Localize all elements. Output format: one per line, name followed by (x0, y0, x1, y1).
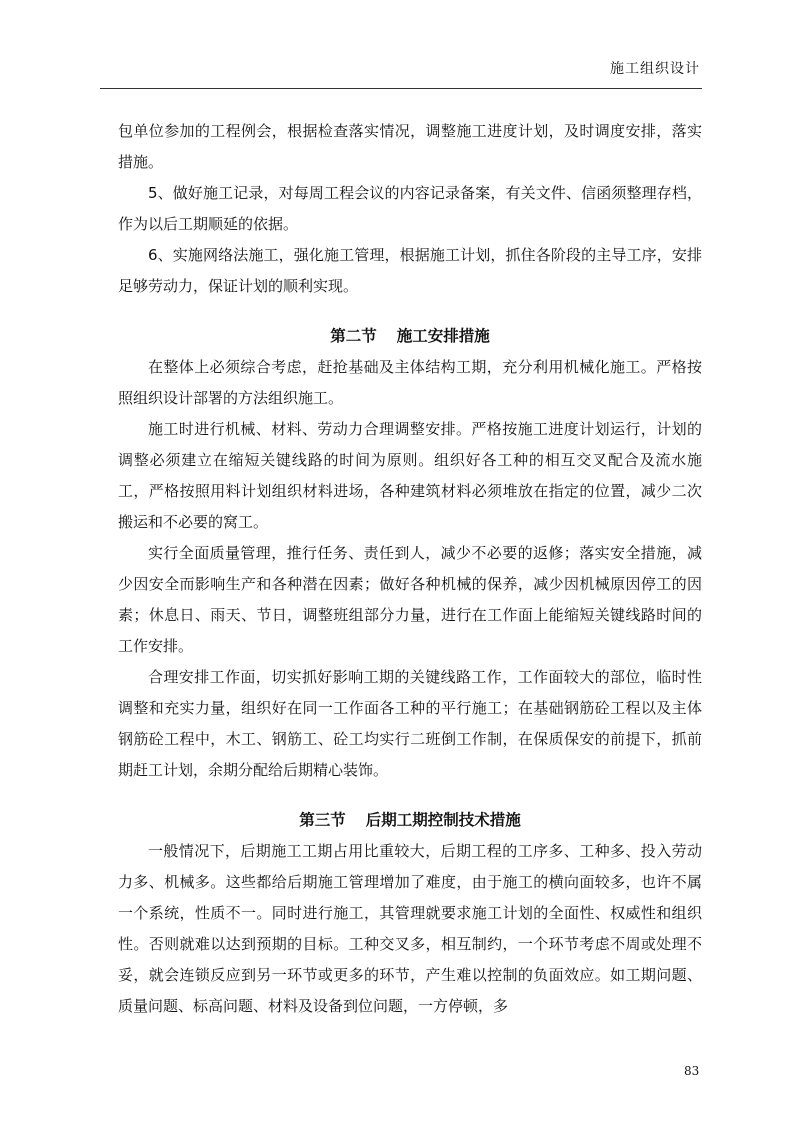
section-2-paragraph: 实行全面质量管理，推行任务、责任到人，减少不必要的返修；落实安全措施，减少因安全而影响生产和各种潜在因素；做好各种机械的保养，减少因机械原因停工的因素；休息日、雨天、节日，调整班组部分力量，进行在工作面上能缩短关键线路时间的工作安排。 (118, 544, 702, 655)
paragraph-continuation: 包单位参加的工程例会，根据检查落实情况，调整施工进度计划，及时调度安排，落实措施。 (118, 122, 702, 171)
page-number: 83 (684, 1064, 700, 1078)
section-3-paragraph: 一般情况下，后期施工工期占用比重较大，后期工程的工序多、工种多、投入劳动力多、机械多。这些都给后期施工管理增加了难度，由于施工的横向面较多，也许不属一个系统，性质不一。同时进行施工，其管理就要求施工计划的全面性、权威性和组织性。否则就难以达到预期的目标。工种交叉多，相互制约，一个环节考虑不周或处理不妥，就会连锁反应到另一环节或更多的环节，产生难以控制的负面效应。如工期问题、质量问题、标高问题、材料及设备到位问题，一方停顿，多 (118, 842, 702, 1015)
header-title: 施工组织设计 (610, 61, 700, 77)
section-2-paragraph: 合理安排工作面，切实抓好影响工期的关键线路工作，工作面较大的部位，临时性调整和充实力量，组织好在同一工作面各工种的平行施工；在基础钢筋砼工程以及主体钢筋砼工程中，木工、钢筋工、砼工均实行二班倒工作制，在保质保安的前提下，抓前期赶工计划，余期分配给后期精心装饰。 (118, 668, 702, 779)
section-2-heading (118, 322, 702, 350)
section-2-title: 施工安排措施 (396, 326, 490, 345)
section-2-paragraph: 在整体上必须综合考虑，赶抢基础及主体结构工期，充分利用机械化施工。严格按照组织设计部署的方法组织施工。 (118, 358, 702, 407)
section-2-number: 第二节 (330, 326, 377, 345)
page-header (100, 54, 702, 89)
section-3-heading (118, 806, 702, 834)
section-3-number: 第三节 (299, 810, 346, 829)
section-3-title: 后期工期控制技术措施 (365, 810, 521, 829)
section-2-paragraph: 施工时进行机械、材料、劳动力合理调整安排。严格按施工进度计划运行，计划的调整必须建立在缩短关键线路的时间为原则。组织好各工种的相互交叉配合及流水施工，严格按照用料计划组织材料进场，各种建筑材料必须堆放在指定的位置，减少二次搬运和不必要的窝工。 (118, 420, 702, 531)
document-body (118, 116, 702, 1022)
paragraph-item-6: 6、实施网络法施工，强化施工管理，根据施工计划，抓住各阶段的主导工序，安排足够劳动力，保证计划的顺利实现。 (118, 246, 702, 295)
paragraph-item-5: 5、做好施工记录，对每周工程会议的内容记录备案，有关文件、信函须整理存档，作为以后工期顺延的依据。 (118, 184, 702, 233)
